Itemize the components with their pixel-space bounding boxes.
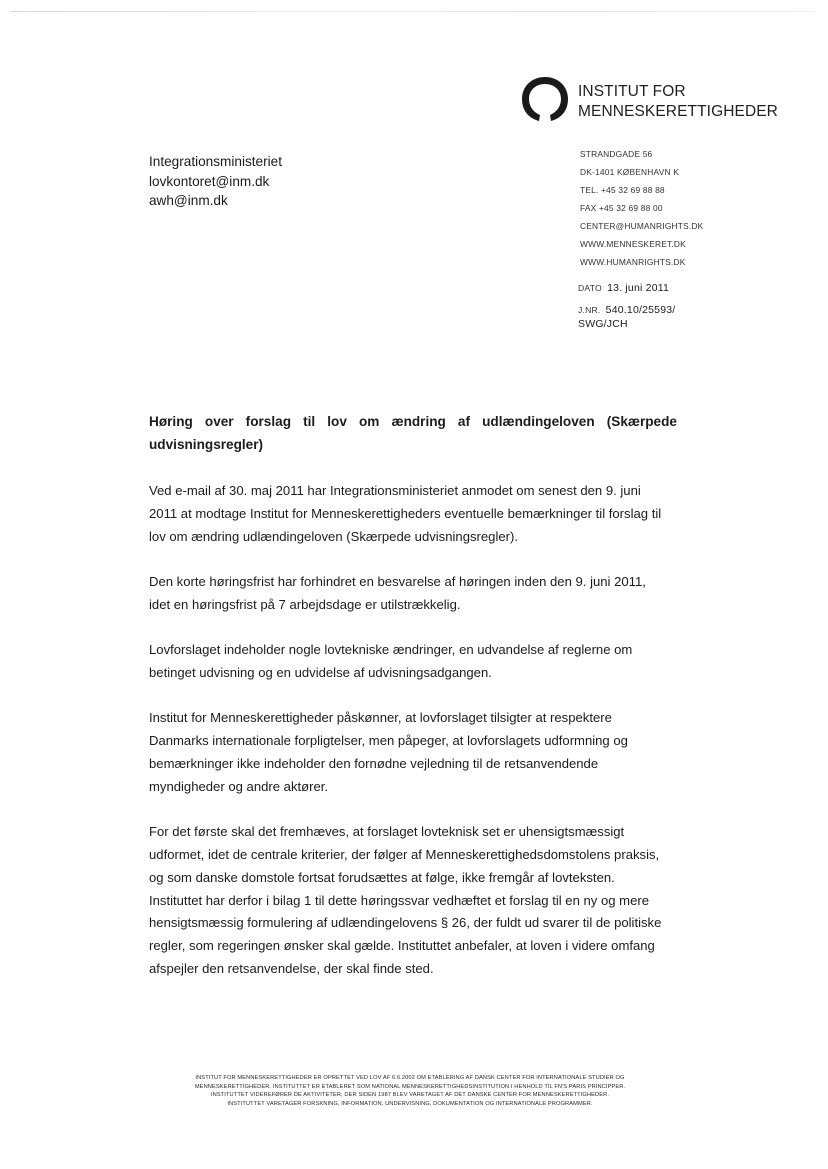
date-label: DATO: [578, 283, 602, 293]
paragraph-3: Lovforslaget indeholder nogle lovtekniske ændringer, en udvandelse af reglerne om betinget udvisning og en udvidelse af udvisningsadgangen.: [149, 642, 633, 680]
contact-address: STRANDGADE 56: [580, 149, 653, 159]
journal-row-2: [578, 317, 675, 331]
footer-line-2: MENNESKERETTIGHEDER. INSTITUTTET ER ETABLERET SOM NATIONAL MENNESKERETTIGHEDSINSTITUTION I HENHOLD TIL FN'S PARIS PRINCIPPER.: [194, 1083, 626, 1090]
letter-title: Høring over forslag til lov om ændring af udlændingeloven (Skærpede udvisningsregler): [149, 414, 677, 452]
contact-email: CENTER@HUMANRIGHTS.DK: [580, 221, 704, 231]
journal-row: [578, 303, 675, 317]
logo-line-1: INSTITUT FOR: [578, 83, 686, 100]
contact-city: DK-1401 KØBENHAVN K: [580, 167, 680, 177]
institute-logo: [520, 74, 820, 124]
ring-logo-icon: [520, 74, 570, 124]
contact-block: [580, 145, 703, 271]
date-value: 13. juni 2011: [607, 282, 670, 294]
paragraph-4: Institut for Menneskerettigheder påskønner, at lovforslaget tilsigter at respektere Danmarks internationale forpligtelser, men påpeger, at lovforslagets udformning og bemærkninger ikke indeholder den fornødne vejledning til de retsanvendende myndigheder og andre aktører.: [149, 710, 628, 794]
logo-line-2: MENNESKERETTIGHEDER: [578, 103, 778, 120]
footer-line-1: INSTITUT FOR MENNESKERETTIGHEDER ER OPRETTET VED LOV AF 6.6.2002 OM ETABLERING AF DANSK CENTER FOR INTERNATIONALE STUDIER OG: [195, 1075, 625, 1081]
recipient-name: Integrationsministeriet: [149, 154, 282, 169]
footer-line-3: INSTITUTTET VIDEREFØRER DE AKTIVITETER, DER SIDEN 1987 BLEV VARETAGET AF DET DANSKE CENTER FOR MENNESKERETTIGHEDER.: [210, 1092, 610, 1099]
paragraph-2: Den korte høringsfrist har forhindret en besvarelse af høringen inden den 9. juni 2011, idet en høringsfrist på 7 arbejdsdage er utilstrækkelig.: [149, 573, 646, 612]
journal-value-2: SWG/JCH: [578, 318, 628, 330]
date-row: [578, 281, 675, 295]
contact-phone: TEL. +45 32 69 88 88: [580, 185, 665, 195]
reference-block: [578, 281, 675, 331]
letter-body: [149, 480, 669, 1003]
journal-value-1: 540.10/25593/: [605, 304, 676, 316]
footer-note: [140, 1074, 680, 1108]
journal-label: J.NR.: [578, 305, 601, 315]
contact-fax: FAX +45 32 69 88 00: [580, 203, 663, 213]
scan-edge-line: [10, 11, 815, 12]
paragraph-1: Ved e-mail af 30. maj 2011 har Integrationsministeriet anmodet om senest den 9. juni 2011 at modtage Institut for Menneskerettigheders eventuelle bemærkninger til forslag til lov om ændring udlændingeloven (Skærpede udvisningsregler).: [149, 483, 662, 544]
recipient-block: [149, 152, 282, 211]
logo-text: [578, 82, 778, 122]
recipient-email-1: lovkontoret@inm.dk: [149, 173, 270, 189]
contact-website-2: WWW.HUMANRIGHTS.DK: [580, 257, 686, 267]
paragraph-5: For det første skal det fremhæves, at forslaget lovteknisk set er uhensigtsmæssigt udformet, idet de centrale kriterier, der følger af Menneskerettighedsdomstolens praksis, og som danske domstole fortsat forudsættes at følge, ikke fremgår af lovteksten. Instituttet har derfor i bilag 1 til dette høringssvar vedhæftet et forslag til en ny og mere hensigtsmæssig formulering af udlændingelovens § 26, der fuldt ud svarer til de politiske regler, som regeringen ønsker skal gælde. Instituttet anbefaler, at loven i videre omfang afspejler den retsanvendelse, der skal finde sted.: [149, 824, 662, 976]
contact-website-1: WWW.MENNESKERET.DK: [580, 239, 686, 249]
footer-line-4: INSTITUTTET VARETAGER FORSKNING, INFORMATION, UNDERVISNING, DOKUMENTATION OG INTERNATIONALE PROGRAMMER.: [227, 1100, 593, 1107]
recipient-email-2: awh@inm.dk: [149, 193, 228, 208]
